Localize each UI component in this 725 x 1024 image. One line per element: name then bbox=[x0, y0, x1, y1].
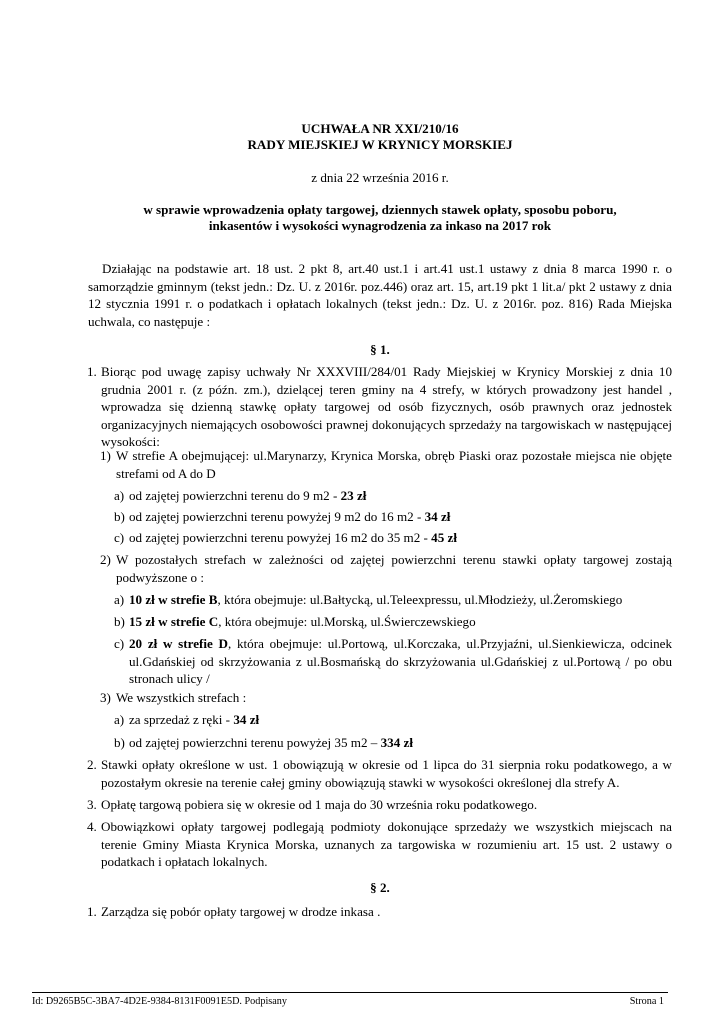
title-line-2: RADY MIEJSKIEJ W KRYNICY MORSKIEJ bbox=[247, 136, 513, 152]
title-line-1: UCHWAŁA NR XXI/210/16 bbox=[301, 121, 459, 136]
subject-line-2: inkasentów i wysokości wynagrodzenia za inkaso na 2017 rok bbox=[208, 217, 552, 233]
resolution-title bbox=[88, 121, 672, 152]
rate-amount: 45 zł bbox=[431, 530, 457, 545]
rate-description: za sprzedaż z ręki - bbox=[129, 712, 234, 727]
zone-streets: , która obejmuje: ul.Morską, ul.Świerczewskiego bbox=[218, 614, 476, 629]
letter-marker: c) bbox=[114, 636, 125, 651]
item-text: Obowiązkowi opłaty targowej podlegają podmioty dokonujące sprzedaży we wszystkich miejscach na terenie Gminy Miasta Krynica Morska, uznanych za targowiska w rozumieniu art. 15 ust. 2 ustawy o podatkach i opłatach lokalnych. bbox=[101, 819, 672, 869]
letter-marker: b) bbox=[114, 735, 125, 750]
clause-text: W pozostałych strefach w zależności od zajętej powierzchni terenu stawki opłaty targowej zostają podwyższone o : bbox=[116, 552, 672, 585]
surcharge-amount: 20 zł w strefie D bbox=[129, 636, 228, 651]
rate-amount: 334 zł bbox=[380, 735, 413, 750]
item-number: 1. bbox=[87, 364, 97, 379]
footer-page-number: Strona 1 bbox=[629, 996, 664, 1007]
section-1-item-2 bbox=[87, 756, 672, 791]
resolution-date: z dnia 22 września 2016 r. bbox=[311, 170, 449, 185]
footer-divider bbox=[32, 992, 668, 993]
rate-amount: 23 zł bbox=[340, 488, 367, 503]
section-1-item-3 bbox=[87, 796, 672, 814]
rate-amount: 34 zł bbox=[233, 712, 260, 727]
item-text: Biorąc pod uwagę zapisy uchwały Nr XXXVIII/284/01 Rady Miejskiej w Krynicy Morskiej z dnia 10 grudnia 2001 r. (z późn. zm.), dzielącej teren gminy na 4 strefy, w których prowadzony jest handel , wprowadza się dzienną stawkę opłaty targowej od osób fizycznych, osób prawnych oraz jednostek organizacyjnych niemających osobowości prawnej dokonujących sprzedaży na targowiskach w następującej wysokości: bbox=[101, 364, 672, 449]
item-text: Stawki opłaty określone w ust. 1 obowiązują w okresie od 1 lipca do 31 sierpnia roku podatkowego, a w pozostałym okresie na terenie całej gminy obowiązują stawki w wysokości określonej dla strefy A. bbox=[101, 757, 672, 790]
letter-marker: a) bbox=[114, 712, 125, 727]
letter-marker: b) bbox=[114, 509, 125, 524]
rate-amount: 34 zł bbox=[424, 509, 451, 524]
zone-a-clause bbox=[100, 447, 672, 482]
all-zones-rate-a bbox=[114, 711, 260, 729]
zone-streets: , która obejmuje: ul.Portową, ul.Korczaka, ul.Przyjaźni, ul.Sienkiewicza, odcinek ul.Gdańskiej od skrzyżowania z ul.Bosmańską do skrzyżowania ul.Gdańskiej z ul.Portową / po obu stronach ulicy / bbox=[129, 636, 672, 686]
zone-a-rate-b bbox=[114, 508, 451, 526]
rate-description: od zajętej powierzchni terenu powyżej 35 m2 – bbox=[129, 735, 381, 750]
zone-c-surcharge bbox=[114, 613, 672, 631]
zone-a-rate-a bbox=[114, 487, 367, 505]
rate-description: od zajętej powierzchni terenu do 9 m2 - bbox=[129, 488, 341, 503]
rate-description: od zajętej powierzchni terenu powyżej 9 m2 do 16 m2 - bbox=[129, 509, 425, 524]
all-zones-rate-b bbox=[114, 734, 413, 752]
item-number: 3. bbox=[87, 797, 97, 812]
item-text: Zarządza się pobór opłaty targowej w drodze inkasa . bbox=[101, 904, 381, 919]
all-zones-clause bbox=[100, 689, 672, 707]
letter-marker: b) bbox=[114, 614, 125, 629]
subject-line-1: w sprawie wprowadzenia opłaty targowej, dziennych stawek opłaty, sposobu poboru, bbox=[143, 202, 617, 217]
clause-number: 2) bbox=[100, 552, 111, 567]
zone-b-surcharge bbox=[114, 591, 672, 609]
section-1-item-4 bbox=[87, 818, 672, 871]
section-1-item-1 bbox=[87, 363, 672, 451]
surcharge-amount: 10 zł w strefie B bbox=[129, 592, 218, 607]
letter-marker: a) bbox=[114, 488, 125, 503]
zone-d-surcharge bbox=[114, 635, 672, 688]
rate-description: od zajętej powierzchni terenu powyżej 16 m2 do 35 m2 - bbox=[129, 530, 432, 545]
surcharge-amount: 15 zł w strefie C bbox=[129, 614, 219, 629]
preamble: Działając na podstawie art. 18 ust. 2 pkt 8, art.40 ust.1 i art.41 ust.1 ustawy z dnia 8 marca 1990 r. o samorządzie gminnym (tekst jedn.: Dz. U. z 2016r. poz.446) oraz art. 15, art.19 pkt 1 lit.a/ pkt 2 ustawy z dnia 12 stycznia 1991 r. o podatkach i opłatach lokalnych (tekst jedn.: Dz. U. z 2016r. poz. 816) Rada Miejska uchwala, co następuje : bbox=[88, 261, 672, 329]
item-number: 1. bbox=[87, 904, 97, 919]
letter-marker: a) bbox=[114, 592, 125, 607]
other-zones-clause bbox=[100, 551, 672, 586]
resolution-subject bbox=[88, 202, 672, 233]
clause-text: We wszystkich strefach : bbox=[116, 690, 247, 705]
item-number: 4. bbox=[87, 819, 97, 834]
clause-text: W strefie A obejmującej: ul.Marynarzy, Krynica Morska, obręb Piaski oraz pozostałe miejsca nie objęte strefami od A do D bbox=[116, 448, 672, 481]
footer-document-id: Id: D9265B5C-3BA7-4D2E-9384-8131F0091E5D. Podpisany bbox=[32, 996, 287, 1007]
clause-number: 1) bbox=[100, 448, 111, 463]
section-2-heading: § 2. bbox=[370, 880, 390, 895]
section-1-heading: § 1. bbox=[370, 342, 390, 357]
zone-streets: , która obejmuje: ul.Bałtycką, ul.Teleexpressu, ul.Młodzieży, ul.Żeromskiego bbox=[217, 592, 623, 607]
letter-marker: c) bbox=[114, 530, 125, 545]
clause-number: 3) bbox=[100, 690, 111, 705]
section-2-item-1 bbox=[87, 903, 672, 921]
item-number: 2. bbox=[87, 757, 97, 772]
zone-a-rate-c bbox=[114, 529, 457, 547]
item-text: Opłatę targową pobiera się w okresie od 1 maja do 30 września roku podatkowego. bbox=[101, 797, 538, 812]
